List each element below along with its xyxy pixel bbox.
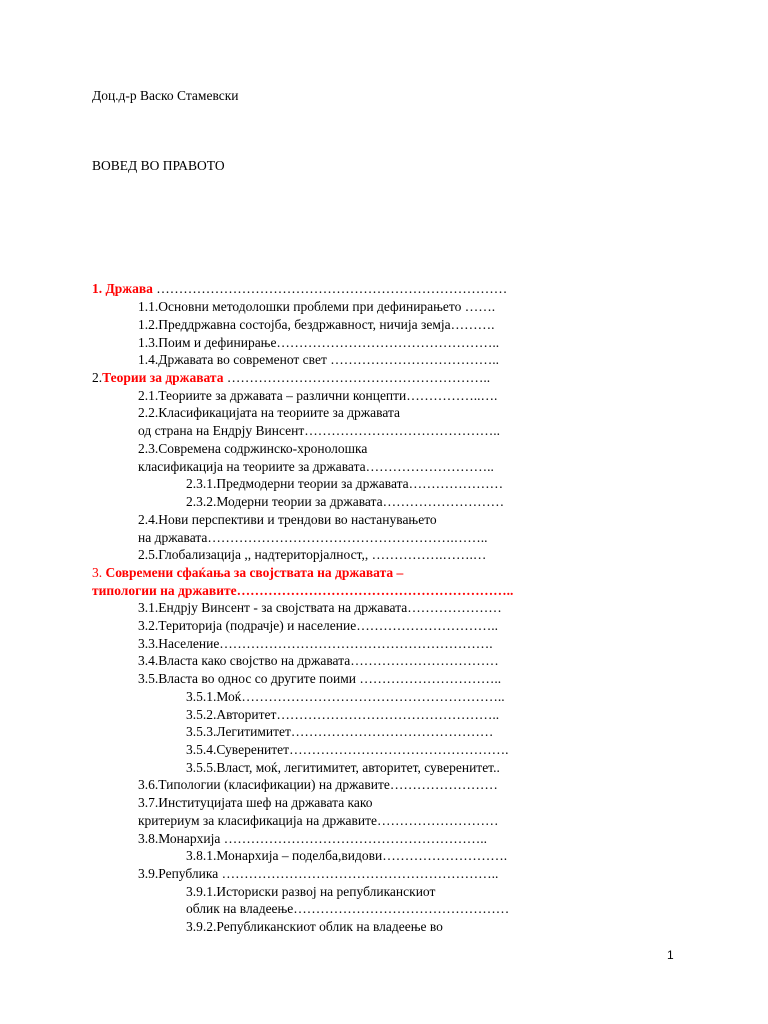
toc-entry	[138, 335, 499, 351]
toc-text: 1.4.Државата во современот свет ………………………………..	[138, 352, 499, 367]
toc-text: 2.1.Теориите за државата – различни концепти……………..….	[138, 388, 498, 403]
toc-entry	[138, 671, 501, 687]
toc-entry	[186, 901, 509, 917]
toc-heading-text: Современи сфаќања за својствата на државата –	[105, 565, 404, 580]
toc-text: 2.3.Современа содржинско-хронолошка	[138, 441, 368, 456]
toc-text: 3.2.Територија (подрачје) и население…………………………..	[138, 618, 498, 633]
toc-text: од страна на Ендрју Винсент……………………………………..	[138, 423, 501, 438]
toc-entry	[186, 476, 503, 492]
toc-entry	[138, 405, 400, 421]
author-line: Доц.д-р Васко Стамевски	[92, 88, 239, 103]
toc-text: 3.3.Население…………………………………………………….	[138, 636, 493, 651]
toc-text: критериум за класификација на државите………………………	[138, 813, 499, 828]
toc-entry	[138, 459, 494, 475]
toc-text: 3.5.4.Суверенитет………………………………………….	[186, 742, 509, 757]
toc-text: 3.5.2.Авторитет…………………………………………..	[186, 707, 500, 722]
toc-text: 3.9.2.Републиканскиот облик на владеење во	[186, 919, 443, 934]
toc-text: 3.5.Власта во однос со другите поими …………………………..	[138, 671, 502, 686]
toc-text: 3.4.Власта како својство на државата……………………………	[138, 653, 499, 668]
page-number: 1	[667, 948, 674, 962]
toc-text: 3.	[92, 565, 106, 580]
toc-entry	[186, 742, 508, 758]
toc-entry	[92, 565, 403, 581]
toc-text: 2.	[92, 370, 103, 385]
toc-entry	[138, 352, 499, 368]
toc-text: 3.8.1.Монархија – поделба,видови……………………….	[186, 848, 508, 863]
toc-text: 2.3.1.Предмодерни теории за државата…………………	[186, 476, 504, 491]
toc-entry	[186, 689, 505, 705]
toc-entry	[138, 388, 497, 404]
toc-entry	[138, 530, 488, 546]
toc-text: 2.4.Нови перспективи и трендови во настанувањето	[138, 512, 437, 527]
toc-text: 1.2.Преддржавна состојба, бездржавност, ничија земја……….	[138, 317, 495, 332]
toc-text: 2.2.Класификацијата на теориите за државата	[138, 405, 401, 420]
toc-text: 3.9.1.Историски развој на републиканскиот	[186, 884, 436, 899]
toc-entry	[186, 494, 504, 510]
toc-text: 3.5.3.Легитимитет………………………………………	[186, 724, 494, 739]
toc-entry	[138, 441, 367, 457]
toc-entry	[138, 423, 500, 439]
toc-text: ……………………………………………………………………	[152, 281, 508, 296]
toc-entry	[186, 724, 493, 740]
toc-text: 1.3.Поим и дефинирање…………………………………………..	[138, 335, 500, 350]
toc-entry	[138, 618, 498, 634]
toc-entry	[92, 281, 507, 297]
toc-text: 3.6.Типологии (класификации) на државите……………………	[138, 777, 498, 792]
toc-entry	[138, 866, 498, 882]
toc-entry	[138, 777, 498, 793]
toc-entry	[138, 653, 499, 669]
toc-entry	[138, 600, 502, 616]
toc-text: 3.8.Монархија …………………………………………………..	[138, 831, 487, 846]
toc-entry	[138, 636, 493, 652]
toc-entry	[138, 813, 499, 829]
toc-text: 1.1.Основни методолошки проблеми при дефинирањето …….	[138, 299, 496, 314]
toc-text: 3.5.1.Моќ…………………………………………………..	[186, 689, 505, 704]
toc-entry	[138, 317, 495, 333]
toc-entry	[92, 583, 513, 599]
toc-text: класификација на теориите за државата………………………..	[138, 459, 494, 474]
toc-heading-text: Теории за државата	[102, 370, 224, 385]
toc-entry	[138, 512, 437, 528]
toc-entry	[186, 848, 507, 864]
toc-entry	[186, 707, 499, 723]
toc-entry	[138, 547, 486, 563]
toc-entry	[138, 795, 373, 811]
toc-text: 3.5.5.Власт, моќ, легитимитет, авторитет, суверенитет..	[186, 760, 500, 775]
toc-entry	[138, 831, 487, 847]
document-title: ВОВЕД ВО ПРАВОТО	[92, 158, 225, 173]
toc-text: 3.7.Институцијата шеф на државата како	[138, 795, 373, 810]
toc-text: на државата……………………………………………….……..	[138, 530, 488, 545]
toc-entry	[186, 760, 500, 776]
toc-heading-text: 1. Држава	[92, 281, 153, 296]
toc-entry	[186, 919, 443, 935]
toc-entry	[138, 299, 495, 315]
toc-text: 3.1.Ендрју Винсент - за својствата на државата…………………	[138, 600, 502, 615]
toc-text: …………………………………………………..	[223, 370, 491, 385]
toc-text: 2.3.2.Модерни теории за државата………………………	[186, 494, 505, 509]
toc-text: 3.9.Република ……………………………………………………..	[138, 866, 499, 881]
toc-text: 2.5.Глобализација ,, надтериторјалност,, …………….…….…	[138, 547, 487, 562]
toc-entry	[186, 884, 435, 900]
toc-text: облик на владеење…………………………………………	[186, 901, 510, 916]
toc-heading-text: типологии на државите……………………………………………………..	[92, 583, 514, 598]
toc-entry	[92, 370, 490, 386]
